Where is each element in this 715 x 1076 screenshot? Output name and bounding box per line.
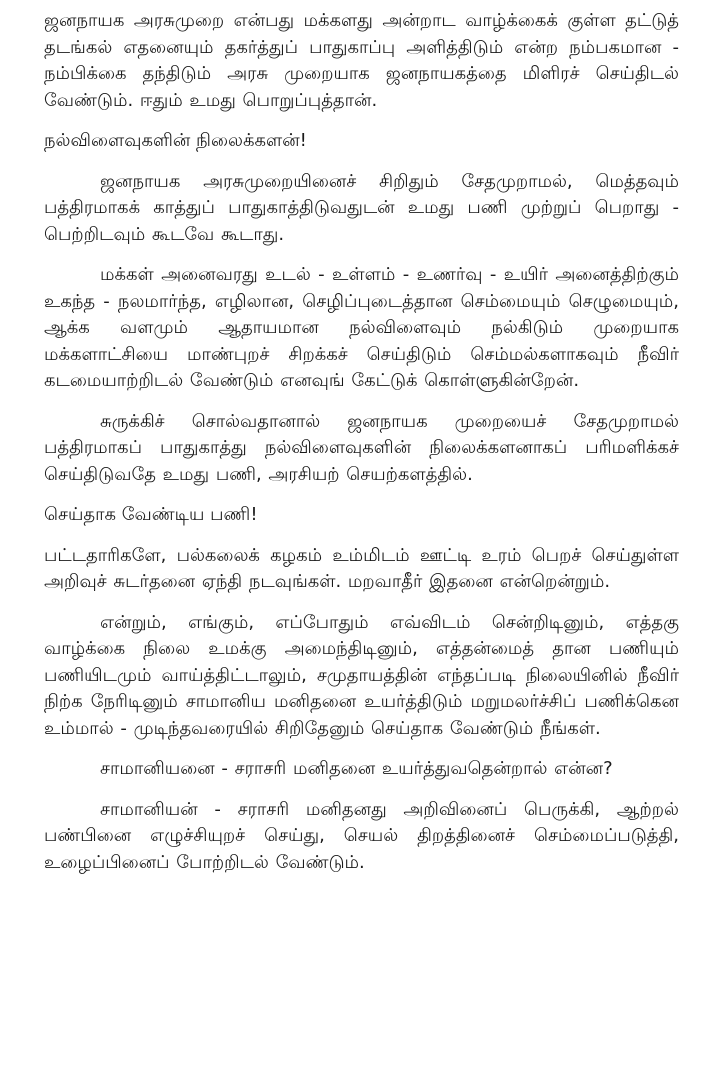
paragraph-answer: சாமானியன் - சராசரி மனிதனது அறிவினைப் பெருக்கி, ஆற்றல் பண்பினை எழுச்சியுறச் செய்து, செயல் திறத்தினைச் செம்மைப்படுத்தி, உழைப்பினைப் போற்றிடல் வேண்டும். (44, 798, 679, 873)
paragraph-preserve-democracy: ஜனநாயக அரசுமுறையினைச் சிறிதும் சேதமுறாமல், மெத்தவும் பத்திரமாகக் காத்துப் பாதுகாத்திடுவதுடன் உமது பணி முற்றுப் பெறாது - பெற்றிடவும் கூடவே கூடாது. (44, 170, 679, 245)
paragraph-graduates: பட்டதாரிகளே, பல்கலைக் கழகம் உம்மிடம் ஊட்டி உரம் பெறச் செய்துள்ள அறிவுச் சுடர்தனை ஏந்தி நடவுங்கள். மறவாதீர் இதனை என்றென்றும். (44, 544, 679, 592)
paragraph-uplift-common-man: என்றும், எங்கும், எப்போதும் எவ்விடம் சென்றிடினும், எத்தகு வாழ்க்கை நிலை உமக்கு அமைந்திடினும், எத்தன்மைத் தான பணியும் பணியிடமும் வாய்த்திட்டாலும், சமுதாயத்தின் எந்தப்படி நிலையினில் நீவிர் நிற்க நேரிடினும் சாமானிய மனிதனை உயர்த்திடும் மறுமலர்ச்சிப் பணிக்கென உம்மால் - முடிந்தவரையில் சிறிதேனும் செய்தாக வேண்டும் நீங்கள். (44, 611, 679, 739)
section-heading-good-outcomes: நல்விளைவுகளின் நிலைக்களன்! (44, 130, 307, 151)
paragraph-question: சாமானியனை - சராசரி மனிதனை உயர்த்துவதென்றால் என்ன? (100, 758, 613, 779)
paragraph-summary: சுருக்கிச் சொல்வதானால் ஜனநாயக முறையைச் சேதமுறாமல் பத்திரமாகப் பாதுகாத்து நல்விளைவுகளின் நிலைக்களனாகப் பரிமளிக்கச் செய்திடுவதே உமது பணி, அரசியற் செயற்களத்தில். (44, 410, 679, 485)
paragraph-peoples-wellbeing: மக்கள் அனைவரது உடல் - உள்ளம் - உணர்வு - உயிர் அனைத்திற்கும் உகந்த - நலமார்ந்த, எழிலான, செழிப்புடைத்தான செம்மையும் செழுமையும், ஆக்க வளமும் ஆதாயமான நல்விளைவும் நல்கிடும் முறையாக மக்களாட்சியை மாண்புறச் சிறக்கச் செய்திடும் செம்மல்களாகவும் நீவிர் கடமையாற்றிடல் வேண்டும் எனவுங் கேட்டுக் கொள்ளுகின்றேன். (44, 264, 679, 391)
paragraph-democracy-protection: ஜனநாயக அரசுமுறை என்பது மக்களது அன்றாட வாழ்க்கைக் குள்ள தட்டுத் தடங்கல் எதனையும் தகர்த்துப் பாதுகாப்பு அளித்திடும் என்ற நம்பகமான - நம்பிக்கை தந்திடும் அரசு முறையாக ஜனநாயகத்தை மிளிரச் செய்திடல் வேண்டும். ஈதும் உமது பொறுப்புத்தான். (44, 10, 679, 111)
section-heading-duty: செய்தாக வேண்டிய பணி! (44, 504, 258, 525)
